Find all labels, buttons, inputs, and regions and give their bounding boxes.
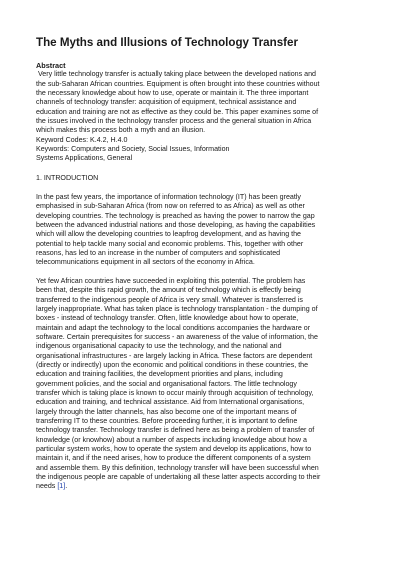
text-line: reasons, has led to an increase in the number of computers and sophisticated	[36, 249, 281, 258]
text-line: between the advanced industrial nations and those developing, as having the capabilities	[36, 221, 316, 230]
text-line: transferred to the indigenous people of Africa is very small. Whatever is transferred is	[36, 295, 303, 304]
paper-page	[36, 36, 370, 492]
text-line-last	[36, 482, 370, 491]
abstract-line: education and training are not as effective as they could be. This paper examines some of	[36, 107, 319, 116]
text-fragment: needs	[36, 482, 58, 491]
abstract-line: the sub-Saharan African countries. Equipment is often brought into these countries without	[36, 79, 320, 88]
text-line: government policies, and the social and organisational factors. The little technology	[36, 379, 297, 388]
text-line: maintain it, and if the need arises, how to produce the different components of a system	[36, 454, 311, 463]
text-line: maintain and adapt the technology to the local conditions accompanies the hardware or	[36, 323, 311, 332]
paper-title: The Myths and Illusions of Technology Transfer	[36, 36, 298, 49]
text-line: Yet few African countries have succeeded in exploiting this potential. The problem has	[36, 276, 306, 285]
abstract-heading: Abstract	[36, 61, 66, 70]
text-line: boxes - instead of technology transfer. Often, little knowledge about how to operate,	[36, 314, 299, 323]
intro-paragraph-2	[36, 277, 370, 492]
text-line: largely inappropriate. What has taken place is technology transplantation - the dumping of	[36, 304, 318, 313]
keyword-codes: Keyword Codes: K.4.2, H.4.0	[36, 135, 128, 144]
text-line: potential to help tackle many social and economic problems. This, together with other	[36, 239, 304, 248]
citation-link[interactable]: [1]	[57, 482, 66, 491]
text-line: largely through the latter channels, has also become one of the important means of	[36, 407, 297, 416]
text-line: indigenous organisational capacity to use the technology, and the national and	[36, 342, 282, 351]
text-line: telecommunications equipment in all sectors of the economy in Africa.	[36, 258, 255, 267]
text-line: organisational infrastructures - are largely lacking in Africa. These factors are dependent	[36, 351, 313, 360]
abstract-line: which makes this process both a myth and an illusion.	[36, 126, 206, 135]
text-line: been that, despite this rapid growth, the amount of technology which is effectly being	[36, 286, 301, 295]
text-line: software. Certain prerequisites for success - an awareness of the value of information, the	[36, 332, 318, 341]
abstract-line: Very little technology transfer is actually taking place between the developed nations and	[36, 70, 316, 79]
section-heading-introduction: 1. INTRODUCTION	[36, 173, 99, 182]
text-line: transfer which is taking place is known to occur mainly through acquisition of technology,	[36, 388, 314, 397]
abstract-line: the issues involved in the technology transfer process and the general situation in Africa	[36, 117, 312, 126]
text-line: education and training, and technical assistance. Aid from International organisations,	[36, 398, 305, 407]
keywords-continued: Systems Applications, General	[36, 154, 133, 163]
text-line: (directly or indirectly) upon the economic and political conditions in these countries, the	[36, 360, 309, 369]
text-line: which will allow the developing countries to leapfrog development, and as having the	[36, 230, 301, 239]
text-line: and assemble them. By this definition, technology transfer will have been successful when	[36, 463, 319, 472]
keywords: Keywords: Computers and Society, Social Issues, Information	[36, 145, 230, 154]
abstract-line: the necessary knowledge about how to use, operate or maintain it. The three important	[36, 88, 309, 97]
text-line: education and training facilities, the development priorities and plans, including	[36, 370, 283, 379]
text-line: particular system works, how to operate the system and develop its applications, how to	[36, 445, 312, 454]
text-line: technology transfer. Technology transfer is defined here as being a problem of transfer of	[36, 426, 315, 435]
intro-paragraph-1	[36, 193, 370, 268]
abstract-text	[36, 70, 370, 135]
text-line: the indigenous people are capable of undertaking all these latter aspects according to their	[36, 473, 321, 482]
text-line: In the past few years, the importance of information technology (IT) has been greatly	[36, 193, 301, 202]
text-line: transferring IT to these countries. Before proceeding further, it is important to define	[36, 416, 298, 425]
text-line: knowledge (or knowhow) about a number of aspects including knowledge about how a	[36, 435, 307, 444]
text-fragment: .	[65, 482, 68, 491]
abstract-line: channels of technology transfer: acquisition of equipment, technical assistance and	[36, 98, 297, 107]
text-line: emphasised in sub-Saharan Africa (from now on referred to as Africa) as well as other	[36, 202, 305, 211]
text-line: developing countries. The technology is preached as having the power to narrow the gap	[36, 211, 315, 220]
